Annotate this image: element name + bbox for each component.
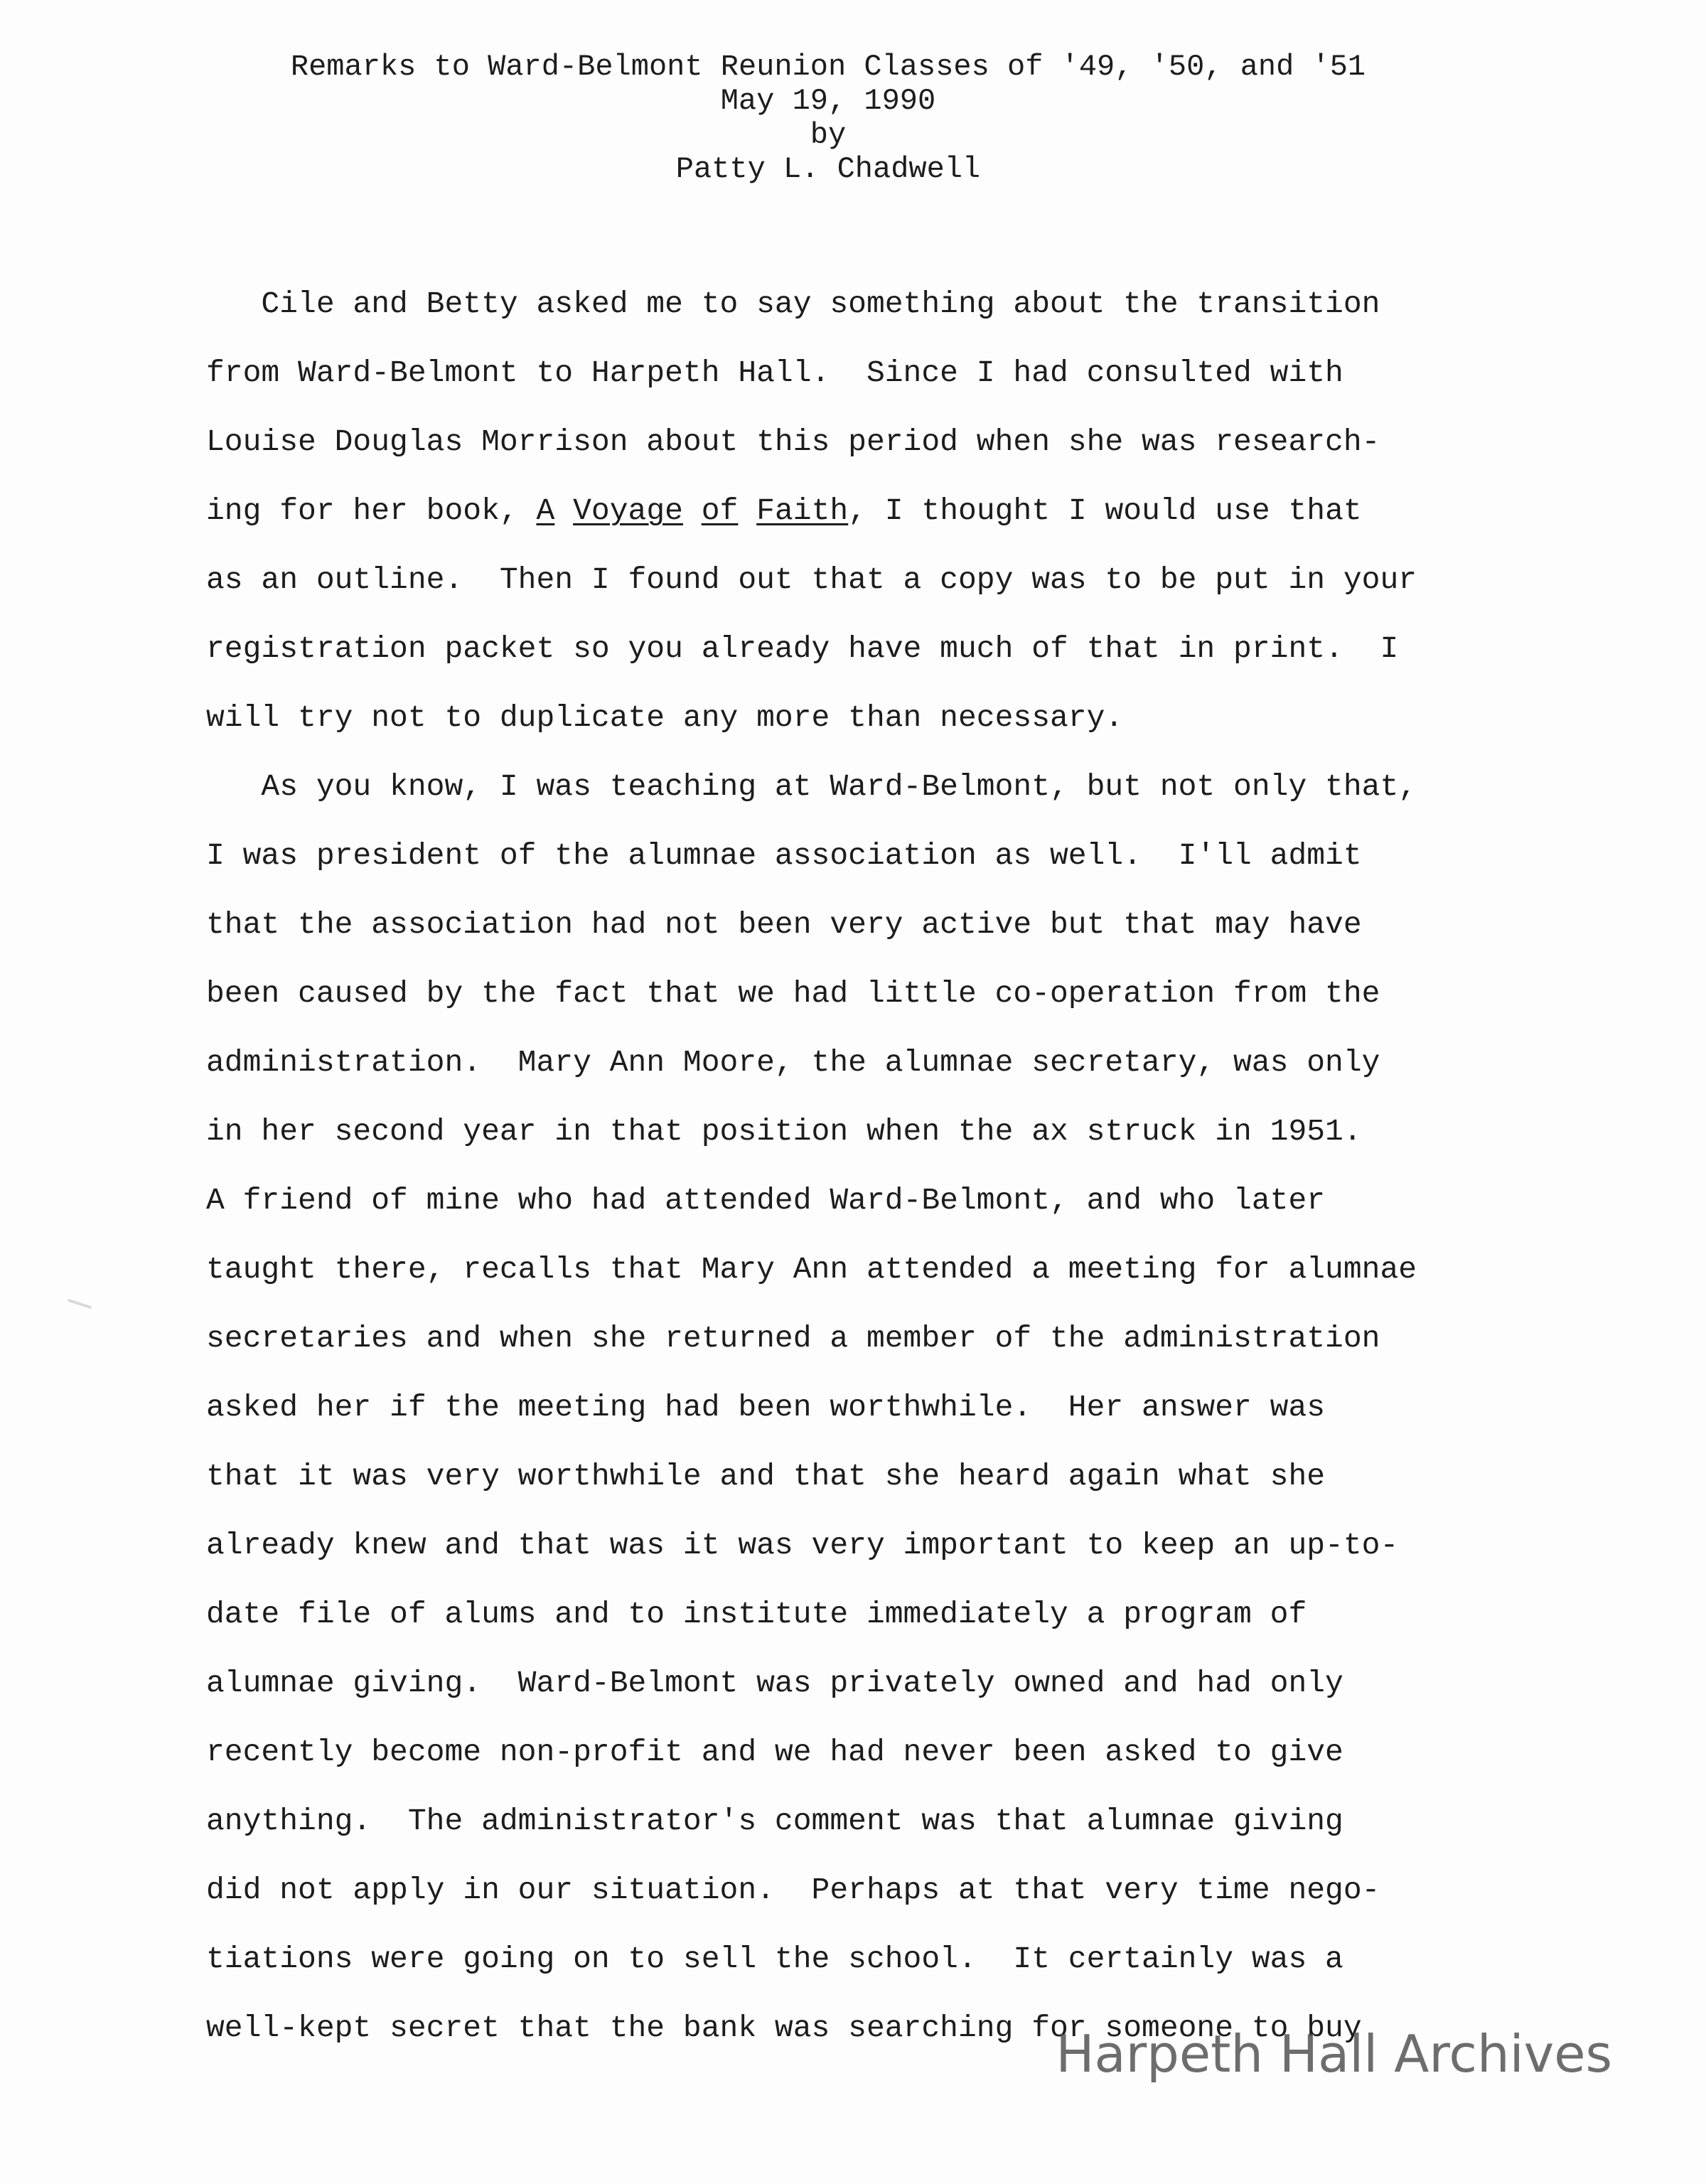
book-title-word: A	[536, 493, 555, 528]
body-line: I was president of the alumnae association as well. I'll admit	[206, 838, 1362, 873]
body-line: that it was very worthwhile and that she heard again what she	[206, 1459, 1326, 1494]
body-line: asked her if the meeting had been worthwhile. Her answer was	[206, 1390, 1326, 1425]
document-header	[0, 50, 1656, 186]
book-title-word: of	[701, 493, 739, 528]
line-prefix: ing for her book,	[206, 493, 537, 528]
body-line: Cile and Betty asked me to say something about the transition	[206, 287, 1380, 321]
body-line: did not apply in our situation. Perhaps at that very time nego-	[206, 1873, 1380, 1907]
body-line: anything. The administrator's comment was that alumnae giving	[206, 1804, 1343, 1838]
body-line: in her second year in that position when the ax struck in 1951.	[206, 1114, 1362, 1149]
body-line: as an outline. Then I found out that a copy was to be put in your	[206, 562, 1417, 597]
body-line-with-book-title	[206, 490, 1362, 532]
body-line: been caused by the fact that we had little co-operation from the	[206, 976, 1380, 1011]
body-line: from Ward-Belmont to Harpeth Hall. Since I had consulted with	[206, 355, 1343, 390]
body-line: A friend of mine who had attended Ward-Belmont, and who later	[206, 1183, 1326, 1218]
body-line: alumnae giving. Ward-Belmont was privately owned and had only	[206, 1666, 1343, 1701]
body-line: date file of alums and to institute immediately a program of	[206, 1597, 1307, 1632]
body-line: already knew and that was it was very important to keep an up-to-	[206, 1528, 1399, 1563]
body-line: administration. Mary Ann Moore, the alumnae secretary, was only	[206, 1045, 1380, 1080]
body-line: tiations were going on to sell the school. It certainly was a	[206, 1942, 1343, 1976]
body-line: Louise Douglas Morrison about this period when she was research-	[206, 424, 1380, 459]
document-author: Patty L. Chadwell	[675, 152, 981, 186]
document-byline: by	[810, 118, 847, 152]
document-date: May 19, 1990	[720, 84, 936, 118]
document-title: Remarks to Ward-Belmont Reunion Classes of '49, '50, and '51	[290, 50, 1366, 84]
scan-mark	[68, 1299, 92, 1309]
line-suffix: , I thought I would use that	[848, 493, 1362, 528]
body-line: will try not to duplicate any more than necessary.	[206, 700, 1124, 735]
archive-watermark: Harpeth Hall Archives	[1056, 2024, 1612, 2084]
body-line: well-kept secret that the bank was searching for someone to buy	[206, 2011, 1362, 2045]
body-line: secretaries and when she returned a member of the administration	[206, 1321, 1380, 1356]
body-line: recently become non-profit and we had never been asked to give	[206, 1735, 1343, 1770]
body-line: As you know, I was teaching at Ward-Belmont, but not only that,	[206, 769, 1417, 804]
body-line: taught there, recalls that Mary Ann attended a meeting for alumnae	[206, 1252, 1417, 1287]
body-line: registration packet so you already have much of that in print. I	[206, 631, 1399, 666]
book-title-word: Faith	[756, 493, 849, 528]
book-title-word: Voyage	[573, 493, 683, 528]
body-line: that the association had not been very active but that may have	[206, 907, 1362, 942]
